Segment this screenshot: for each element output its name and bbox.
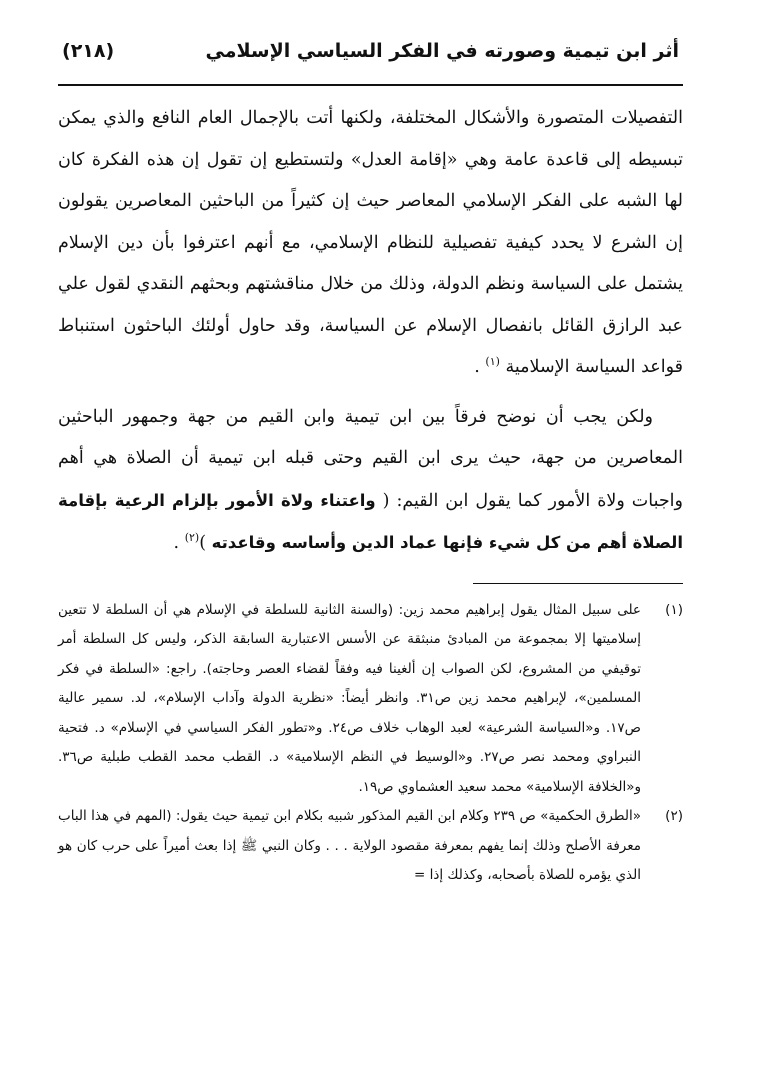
- footnote-1: [58, 596, 683, 803]
- paragraph-2-end: .: [173, 533, 180, 553]
- footnote-separator: [473, 583, 683, 584]
- paragraph-1: [58, 98, 683, 389]
- footnote-ref-1: (١): [485, 355, 500, 369]
- paragraph-2: [58, 397, 683, 565]
- paragraph-1-text: التفصيلات المتصورة والأشكال المختلفة، ولكنها أتت بالإجمال العام النافع والذي يمكن تبسيطه إلى قاعدة عامة وهي «إقامة العدل» ولتستطيع إن تقول إن هذه الفكرة كان لها الشبه على الفكر الإسلامي المعاصر حيث إن كثيراً من الباحثين المعاصرين يقولون إن الشرع لا يحدد كيفية تفصيلية للنظام الإسلامي، مع أنهم اعترفوا بأن دين الإسلام يشتمل على السياسة ونظم الدولة، وذلك من خلال مناقشتهم وبحثهم النقدي لقول علي عبد الرازق القائل بانفصال الإسلام عن السياسة، وقد حاول أولئك الباحثون استنباط قواعد السياسة الإسلامية: [58, 108, 683, 377]
- footnote-text: على سبيل المثال يقول إبراهيم محمد زين: (والسنة الثانية للسلطة في الإسلام هي أن السلطة لا تتعين إسلاميتها إلا بمجموعة من المبادئ منبثقة عن الأسس الاعتبارية السابقة الذكر، وليس كل السلطة أمر توقيفي من المشروع، لكن الصواب إن ألغينا فيه وفقاً لقضاء العصر وحاجته). راجع: «السلطة في فكر المسلمين»، لإبراهيم محمد زين ص٣١. وانظر أيضاً: «نظرية الدولة وآداب الإسلام»، لد. سمير عالية ص١٧. و«السياسة الشرعية» لعبد الوهاب خلاف ص٢٤. و«تطور الفكر السياسي في الإسلام» د. فتحية النبراوي ومحمد نصر ص٢٧. و«الوسيط في النظم الإسلامية» د. القطب محمد القطب طبلية ص٣٦. و«الخلافة الإسلامية» محمد سعيد العشماوي ص١٩.: [58, 601, 641, 795]
- footnote-number: (١): [665, 601, 683, 618]
- paragraph-2-text: ولكن يجب أن نوضح فرقاً بين ابن تيمية وابن القيم من جهة وجمهور الباحثين المعاصرين من جهة، حيث يرى ابن القيم وحتى قبله ابن تيمية أن الصلاة هي أهم واجبات ولاة الأمور كما يقول ابن القيم: (: [58, 406, 683, 511]
- ibn-qayyim-quote: واعتناء ولاة الأمور بإلزام الرعية بإقامة الصلاة أهم من كل شيء فإنها عماد الدين وأساسه وقاعدته: [58, 490, 683, 552]
- paragraph-2-close: ): [199, 533, 207, 553]
- main-text: [58, 98, 683, 565]
- paragraph-1-end: .: [474, 357, 480, 377]
- page-header: [58, 40, 683, 86]
- footnote-text: «الطرق الحكمية» ص ٢٣٩ وكلام ابن القيم المذكور شبيه بكلام ابن تيمية حيث يقول: (المهم في هذا الباب معرفة الأصلح وذلك إنما يفهم بمعرفة مقصود الولاية . . . وكان النبي ﷺ إذا بعث أميراً على حرب كان هو الذي يؤمره للصلاة بأصحابه، وكذلك إذا =: [58, 808, 641, 883]
- footnote-2: [58, 802, 683, 891]
- book-page: [58, 40, 683, 891]
- footnote-number: (٢): [665, 808, 683, 824]
- footnotes: [58, 596, 683, 891]
- footnote-ref-2: (٢): [184, 531, 200, 545]
- running-title: أثر ابن تيمية وصورته في الفكر السياسي الإسلامي: [205, 40, 679, 62]
- page-number: (٢١٨): [62, 40, 115, 62]
